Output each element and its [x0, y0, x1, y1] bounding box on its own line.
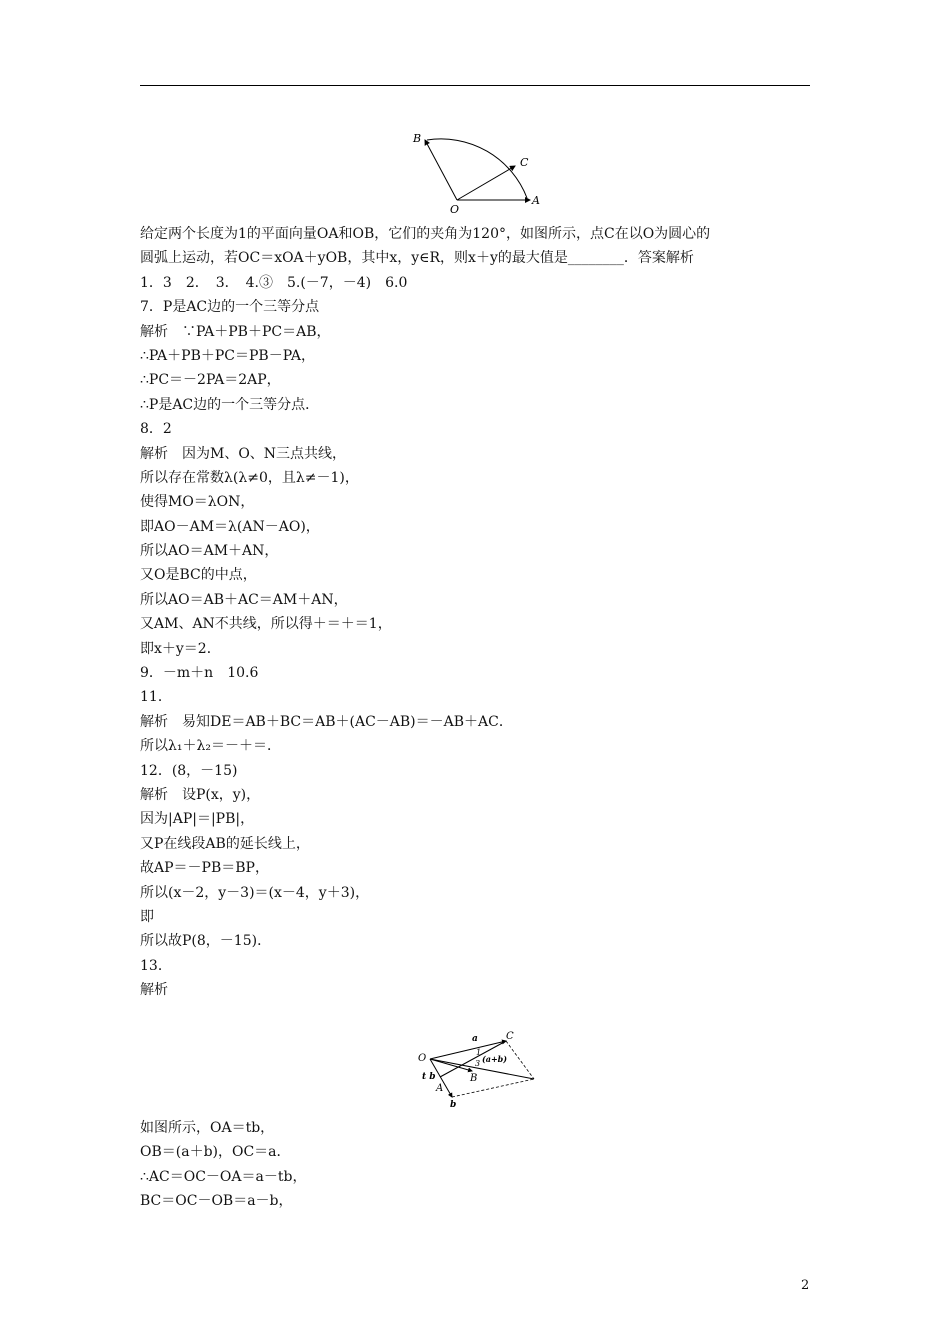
text-line: 如图所示，OA＝tb，: [140, 1120, 275, 1136]
text-line: OB＝(a＋b)，OC＝a．: [140, 1144, 291, 1161]
label-b: b: [450, 1100, 457, 1107]
text-line: 解析 易知DE＝AB＋BC＝AB＋(AC－AB)＝－AB＋AC．: [140, 713, 513, 730]
label-ab: (a+b): [482, 1054, 508, 1064]
text-line: 故AP＝－PB＝BP，: [140, 860, 269, 877]
text-line: 7．P是AC边的一个三等分点: [140, 299, 320, 316]
label-a: A: [532, 194, 540, 207]
label-tb: t b: [422, 1072, 436, 1082]
text-line: ∴AC＝OC－OA＝a－tb，: [140, 1168, 307, 1185]
label-b-point: B: [470, 1073, 478, 1084]
label-b: B: [413, 132, 422, 145]
text-line: 即AO－AM＝λ(AN－AO)，: [140, 518, 320, 535]
text-line: 又P在线段AB的延长线上，: [140, 835, 310, 852]
figure-arc-vectors: [405, 118, 555, 218]
text-line: 9．－m＋n 10.6: [140, 665, 259, 682]
text-line: 圆弧上运动，若OC＝xOA＋yOB，其中x，y∈R，则x＋y的最大值是________．答案解析: [140, 250, 694, 267]
text-line: ∴PC＝－2PA＝2AP，: [140, 372, 281, 389]
text-line: 所以λ₁＋λ₂＝－＋＝．: [140, 738, 281, 755]
text-line: 使得MO＝λON，: [140, 494, 255, 511]
text-line: 11．: [140, 689, 172, 706]
text-line: 给定两个长度为1的平面向量OA和OB，它们的夹角为120°，如图所示，点C在以O为圆心的: [140, 226, 711, 242]
text-line: 即: [140, 908, 154, 925]
label-frac-num: 1: [476, 1048, 482, 1057]
solution-text-block: [140, 222, 820, 1003]
text-line: 8．2: [140, 421, 172, 438]
text-line: 所以故P(8，－15)．: [140, 933, 272, 950]
header-rule: [140, 85, 810, 86]
text-line: 即x＋y＝2．: [140, 640, 221, 657]
label-a: a: [472, 1034, 478, 1044]
label-o: O: [418, 1053, 427, 1064]
label-o: O: [450, 203, 460, 216]
label-a-point: A: [436, 1083, 444, 1094]
text-line: 1．3 2． 3． 4.③ 5.(－7，－4) 6.0: [140, 274, 408, 291]
text-line: 所以(x－2，y－3)＝(x－4，y＋3)，: [140, 884, 370, 901]
label-c: C: [520, 156, 529, 169]
text-line: 所以AO＝AB＋AC＝AM＋AN，: [140, 591, 348, 608]
page-number: 2: [801, 1278, 810, 1293]
text-line: ∴PA＋PB＋PC＝PB－PA，: [140, 347, 315, 364]
label-c: C: [506, 1031, 514, 1042]
text-line: 解析 因为M、O、N三点共线，: [140, 445, 347, 462]
text-line: 因为|AP|＝|PB|，: [140, 811, 255, 828]
solution-text-block-2: [140, 1116, 820, 1214]
text-line: 又AM、AN不共线，所以得＋＝＋＝1，: [140, 616, 392, 633]
label-frac-den: 3: [475, 1059, 481, 1068]
text-line: BC＝OC－OB＝a－b，: [140, 1193, 293, 1210]
text-line: 又O是BC的中点，: [140, 567, 257, 584]
text-line: 解析: [140, 982, 168, 999]
figure-vector-parallelogram: [412, 1027, 542, 1107]
text-line: 所以AO＝AM＋AN，: [140, 543, 279, 560]
text-line: 13．: [140, 957, 172, 974]
text-line: 12．(8，－15): [140, 762, 238, 779]
text-line: 解析 ∵PA＋PB＋PC＝AB，: [140, 323, 331, 340]
text-line: ∴P是AC边的一个三等分点．: [140, 396, 320, 413]
text-line: 所以存在常数λ(λ≠0，且λ≠－1)，: [140, 469, 359, 486]
text-line: 解析 设P(x，y)，: [140, 786, 261, 803]
